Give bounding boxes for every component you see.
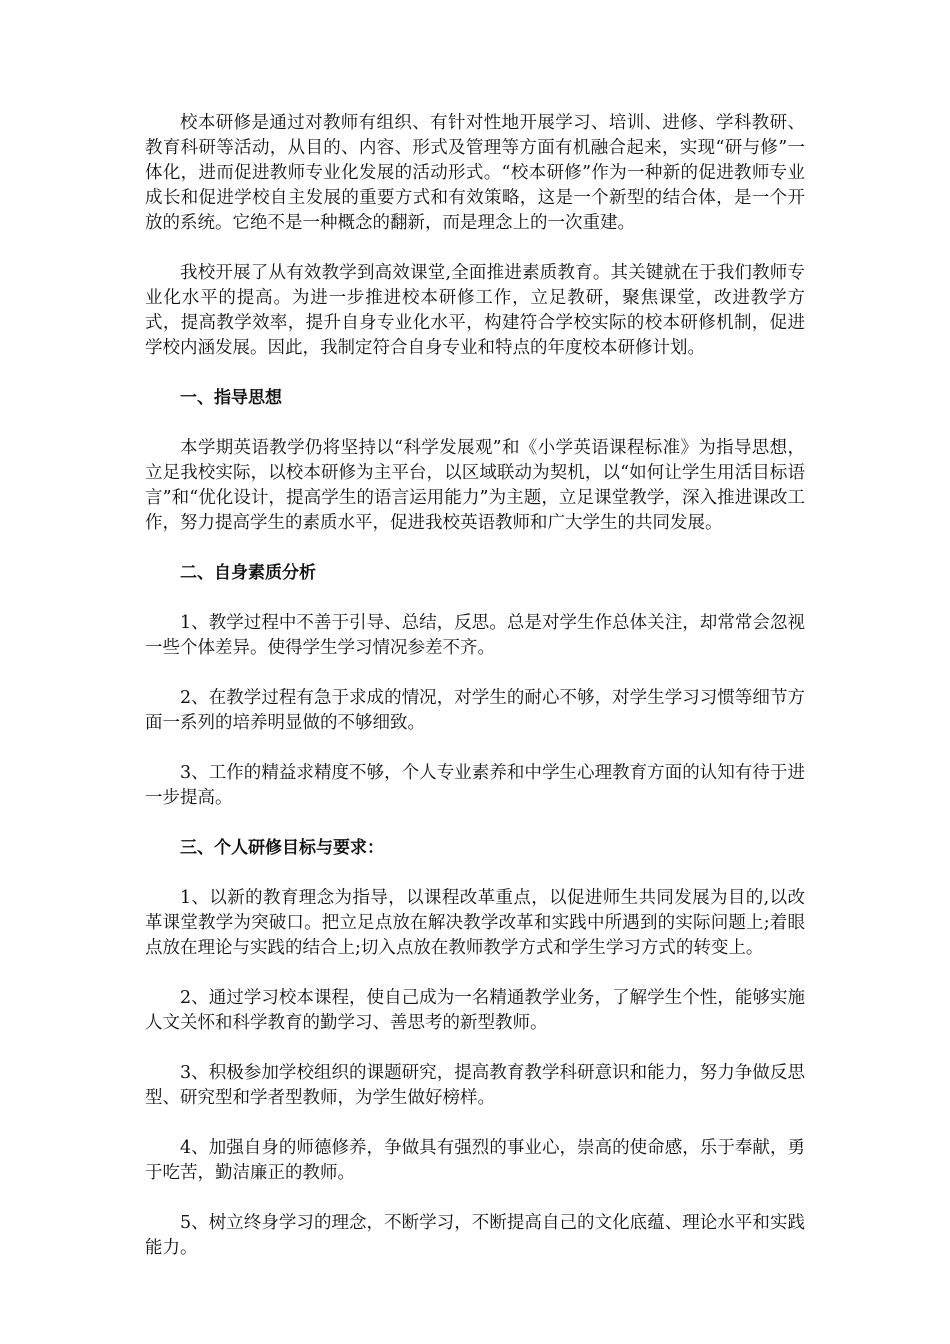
intro-paragraph-1: 校本研修是通过对教师有组织、有针对性地开展学习、培训、进修、学科教研、教育科研等活动，从目的、内容、形式及管理等方面有机融合起来，实现“研与修”一体化，进而促进教师专业化发展的活动形式。“校本研修”作为一种新的促进教师专业成长和促进学校自主发展的重要方式和有效策略，这是一个新型的结合体，是一个开放的系统。它绝不是一种概念的翻新，而是理念上的一次重建。 [145,113,805,233]
section3-paragraph-1: 1、以新的教育理念为指导，以课程改革重点，以促进师生共同发展为目的,以改革课堂教学为突破口。把立足点放在解决教学改革和实践中所遇到的实际问题上;着眼点放在理论与实践的结合上;切入点放在教师教学方式和学生学习方式的转变上。 [145,888,805,958]
intro-paragraph-2: 我校开展了从有效教学到高效课堂,全面推进素质教育。其关键就在于我们教师专业化水平的提高。为进一步推进校本研修工作，立足教研，聚焦课堂，改进教学方式，提高教学效率，提升自身专业化水平，构建符合学校实际的校本研修机制，促进学校内涵发展。因此，我制定符合自身专业和特点的年度校本研修计划。 [145,263,805,358]
section3-paragraph-3: 3、积极参加学校组织的课题研究，提高教育教学科研意识和能力，努力争做反思型、研究型和学者型教师，为学生做好榜样。 [145,1063,805,1108]
section-heading-guiding-ideology: 一、指导思想 [180,388,282,408]
section-heading-self-analysis: 二、自身素质分析 [180,563,316,583]
section2-paragraph-2: 2、在教学过程有急于求成的情况，对学生的耐心不够，对学生学习习惯等细节方面一系列的培养明显做的不够细致。 [145,688,805,733]
section2-paragraph-1: 1、教学过程中不善于引导、总结，反思。总是对学生作总体关注，却常常会忽视一些个体差异。使得学生学习情况参差不齐。 [145,613,805,658]
section2-paragraph-3: 3、工作的精益求精度不够，个人专业素养和中学生心理教育方面的认知有待于进一步提高。 [145,763,805,808]
document-body [145,111,805,1286]
section3-paragraph-2: 2、通过学习校本课程，使自己成为一名精通教学业务，了解学生个性，能够实施人文关怀和科学教育的勤学习、善思考的新型教师。 [145,988,805,1033]
section-heading-goals: 三、个人研修目标与要求： [180,838,384,858]
section3-paragraph-5: 5、树立终身学习的理念，不断学习，不断提高自己的文化底蕴、理论水平和实践能力。 [145,1213,805,1258]
section3-paragraph-4: 4、加强自身的师德修养，争做具有强烈的事业心，崇高的使命感，乐于奉献，勇于吃苦，勤洁廉正的教师。 [145,1138,805,1183]
section1-paragraph-1: 本学期英语教学仍将坚持以“科学发展观”和《小学英语课程标准》为指导思想，立足我校实际，以校本研修为主平台，以区域联动为契机，以“如何让学生用活目标语言”和“优化设计，提高学生的语言运用能力”为主题，立足课堂教学，深入推进课改工作，努力提高学生的素质水平，促进我校英语教师和广大学生的共同发展。 [145,438,805,533]
